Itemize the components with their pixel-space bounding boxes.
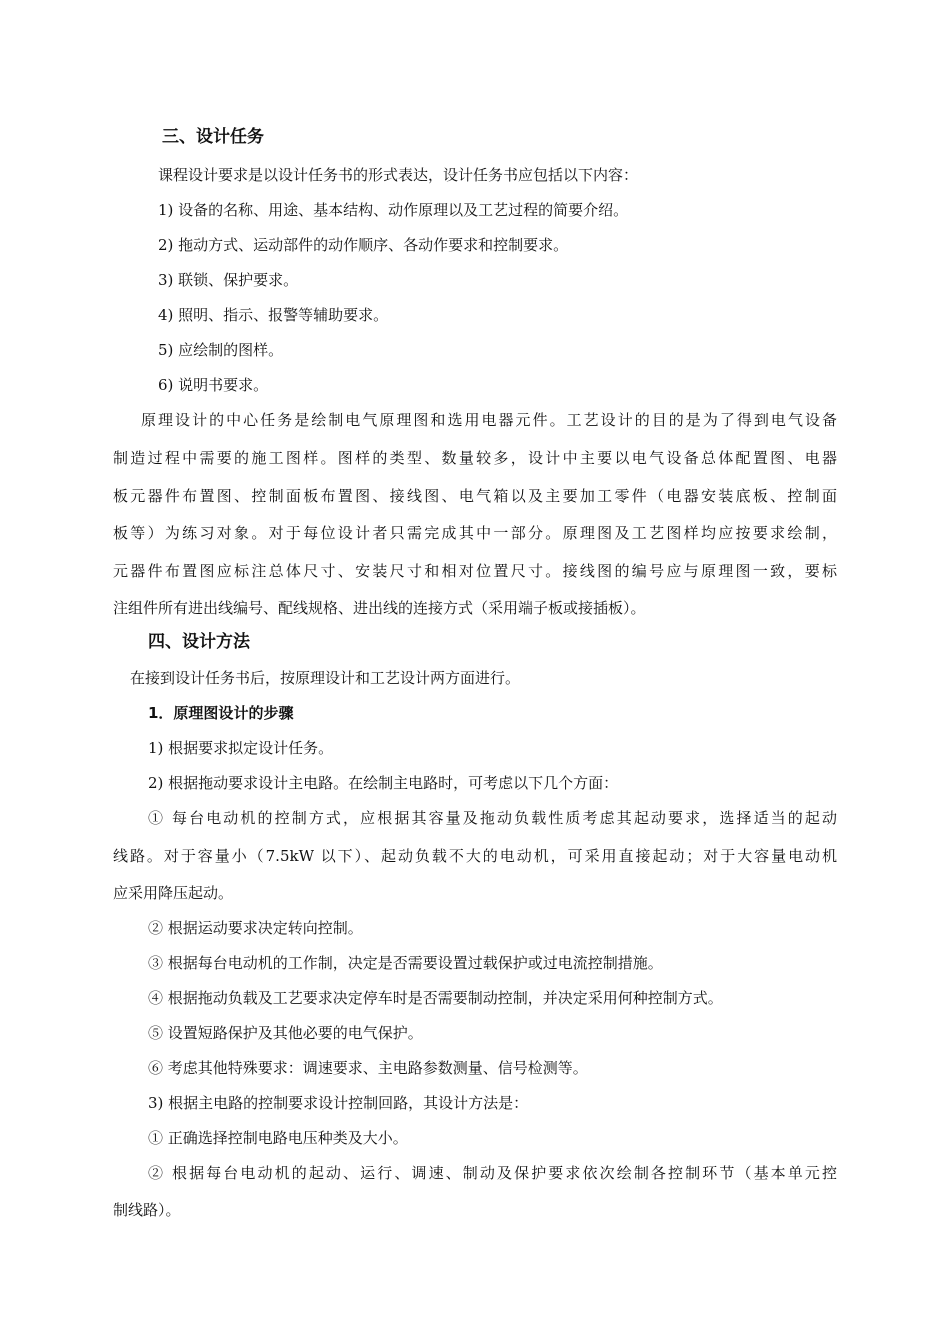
point-item: ② 根据运动要求决定转向控制。 (148, 919, 363, 937)
paragraph-line: 板元器件布置图、控制面板布置图、接线图、电气箱以及主要加工零件（电器安装底板、控制面 (113, 487, 837, 505)
point-item: ⑥ 考虑其他特殊要求：调速要求、主电路参数测量、信号检测等。 (148, 1059, 588, 1077)
task-item: 3) 联锁、保护要求。 (158, 271, 299, 289)
task-item: 4) 照明、指示、报警等辅助要求。 (158, 306, 389, 324)
step-item: 1) 根据要求拟定设计任务。 (148, 739, 334, 757)
point-item: ③ 根据每台电动机的工作制，决定是否需要设置过载保护或过电流控制措施。 (148, 954, 663, 972)
point-line: ① 每台电动机的控制方式，应根据其容量及拖动负载性质考虑其起动要求，选择适当的起动 (148, 809, 837, 827)
point-item: ⑤ 设置短路保护及其他必要的电气保护。 (148, 1024, 423, 1042)
paragraph-line: 制造过程中需要的施工图样。图样的类型、数量较多，设计中主要以电气设备总体配置图、电器 (113, 449, 837, 467)
subsection-heading: 1．原理图设计的步骤 (148, 704, 294, 722)
section4-intro: 在接到设计任务书后，按原理设计和工艺设计两方面进行。 (130, 669, 521, 687)
paragraph-line: 原理设计的中心任务是绘制电气原理图和选用电器元件。工艺设计的目的是为了得到电气设备 (141, 411, 837, 429)
paragraph-line: 板等）为练习对象。对于每位设计者只需完成其中一部分。原理图及工艺图样均应按要求绘制， (113, 524, 837, 542)
step-item: 3) 根据主电路的控制要求设计控制回路，其设计方法是： (148, 1094, 529, 1112)
section-heading-design-method: 四、设计方法 (148, 632, 250, 652)
control-line: 制线路）。 (113, 1201, 181, 1219)
section-heading-design-task: 三、设计任务 (162, 127, 264, 147)
point-item: ④ 根据拖动负载及工艺要求决定停车时是否需要制动控制，并决定采用何种控制方式。 (148, 989, 723, 1007)
task-item: 1) 设备的名称、用途、基本结构、动作原理以及工艺过程的简要介绍。 (158, 201, 629, 219)
point-line: 应采用降压起动。 (113, 884, 234, 902)
task-item: 2) 拖动方式、运动部件的动作顺序、各动作要求和控制要求。 (158, 236, 569, 254)
control-item: ① 正确选择控制电路电压种类及大小。 (148, 1129, 408, 1147)
section3-intro: 课程设计要求是以设计任务书的形式表达，设计任务书应包括以下内容： (158, 166, 639, 184)
task-item: 5) 应绘制的图样。 (158, 341, 284, 359)
task-item: 6) 说明书要求。 (158, 376, 269, 394)
paragraph-line: 注组件所有进出线编号、配线规格、进出线的连接方式（采用端子板或接插板）。 (113, 599, 646, 617)
point-line: 线路。对于容量小（7.5kW 以下）、起动负载不大的电动机，可采用直接起动；对于大容量电动机 (113, 847, 837, 865)
control-line: ② 根据每台电动机的起动、运行、调速、制动及保护要求依次绘制各控制环节（基本单元控 (148, 1164, 837, 1182)
step-item: 2) 根据拖动要求设计主电路。在绘制主电路时，可考虑以下几个方面： (148, 774, 619, 792)
paragraph-line: 元器件布置图应标注总体尺寸、安装尺寸和相对位置尺寸。接线图的编号应与原理图一致，要标 (113, 562, 837, 580)
